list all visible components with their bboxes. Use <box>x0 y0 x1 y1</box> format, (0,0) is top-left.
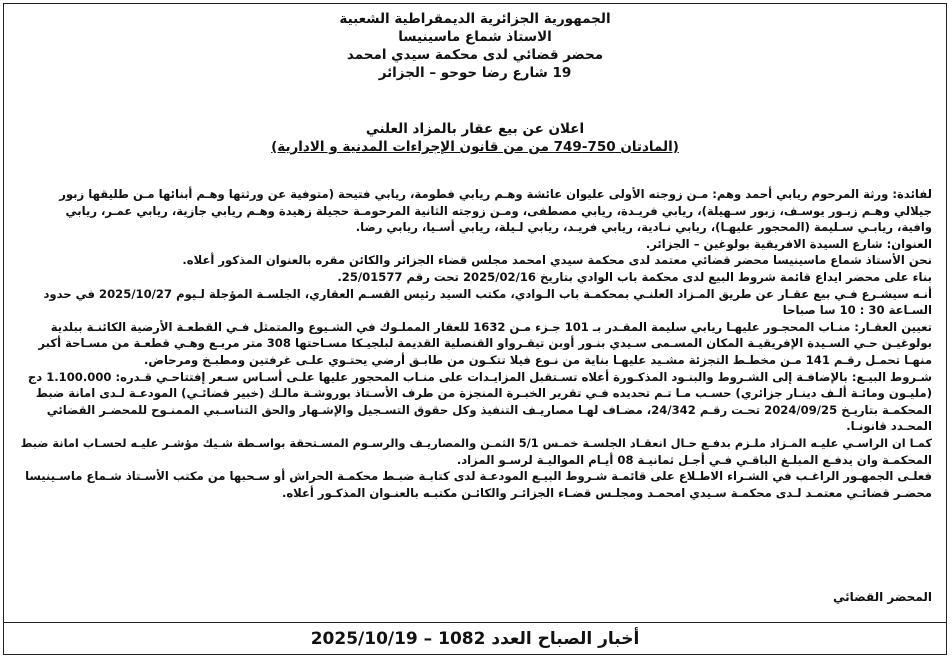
text-line: السـاعة 30 : 10 سا صباحا <box>782 303 932 318</box>
announcement-body <box>18 186 932 501</box>
auction-date-paragraph <box>18 286 932 319</box>
text-line: بولوغيـن حـي السـيدة الإفريقيـة المكان المسـمى سـيدي بنـور أوبن تيقـرواو القنصلية القديمة لبلجيـكا مسـاحتها 308 متر مربـع وهـي قطعـة من مسـاحة أكبر <box>38 336 932 351</box>
text-line: شـروط البيـع: بالإضافـة إلى الشـروط والبنـود المذكـورة أعلاه تسـتقبل المزايـدات على منـاب المحجور عليها علـى أسـاس سـعر إفتتاحـي قـدره: 1.100.000 دج <box>27 369 932 384</box>
bailiff-name: الاستاذ شماع ماسينيسا <box>398 29 552 45</box>
text-line: المحكمـة بتاريـخ 2024/09/25 تحـت رقـم 24/342، مضـاف لهـا مصاريـف التنفيذ وكل حقوق التسـجيل والإشـهار والحق التناسـبي الممنـوح للمحضـر القضائي <box>46 402 932 417</box>
signature: المحضر القضائي <box>832 590 932 604</box>
republic-name: الجمهورية الجزائرية الديمقراطية الشعبية <box>339 11 611 27</box>
text-line: فعلـى الجمهـور الراغـب في الشـراء الاطـلاع على قائمـة شـروط البيـع المودعـة لدى كتابـة ضبـط محكمـة الحراش أو سـحبها من مكتب الأسـتاذ شـماع ماسـينيسا <box>25 469 932 484</box>
newspaper-footer: أخبار الصباح العدد 1082 – 2025/10/19 <box>310 629 640 649</box>
text-line: جيلالي وهـم زبـور يوسـف، زبور سـهيلة)، ريابي فريـدة، ريابي مصطفى، ومـن زوجته الثانية المرحومـة حجيلة زهيدة وهـم ريابي جازية، ريابي عمـر، ريابي <box>65 203 932 218</box>
title-block <box>4 120 946 156</box>
text-line: لفائدة: ورثة المرحوم ريابي أحمد وهم: مـن زوجته الأولى عليوان عائشة وهـم ريابي فطومة، ريابي فتيحة (متوفية عن ورثتها وهـم أبنائها مـن طليقها زبور <box>59 187 932 201</box>
text-line: أنـه سيشـرع فـي بيع عقـار عن طريق المـزاد العلنـي بمحكمـة باب الـوادي، مكتب السيد رئيس القسـم العقاري، الجلسـة المؤجلة لـيوم 2025/10/27 في حدود <box>43 286 932 301</box>
text-line: منهـا تحمـل رقـم 141 مـن مخطـط التجزئة مشـيد عليهـا بناية من نـوع فيلا تتكـون من طابـق أرضي يحتـوي علـى غرفتين ومطبـخ ومرحاض. <box>143 352 932 367</box>
text-line: المحـدد قانونـا. <box>846 419 932 434</box>
bailiff-court: محضر قضائي لدى محكمة سيدي امحمد <box>346 47 604 63</box>
text-line: وافية، ريابـي سـليمة (المحجور عليهـا)، ريابي نـادية، ريابي فريـد، ريابي لـيلة، ريابي أسـيا، ريابي رضا. <box>355 220 932 235</box>
announcement-page <box>3 3 947 655</box>
payment-paragraph <box>18 435 932 468</box>
header-block <box>4 10 946 82</box>
text-line: (مليـون ومائـة ألـف دينـار جزائري) حسـب مـا تـم تحديده فـي تقرير الخبـرة المنجزة من طرف الأسـتاذ بوروشـة مالـك (خبير قضائـي) المودعـة لـدى امانة ضبط <box>35 386 932 401</box>
address-paragraph <box>18 236 932 253</box>
text-line: تعيين العقـار: منـاب المحجـور عليهـا ريابي سليمة المقـدر بـ 101 جـزء مـن 1632 للعقار المملـوك في الشـيوع والمتمثل فـي القطعـة الأرضية الكائنـة ببلدية <box>50 319 932 334</box>
text-line: المحكمـة وان يدفـع المبلـغ الباقـي فـي أجـل ثمانيـة 08 أيـام المواليـة لرسـو المزاد. <box>456 452 932 467</box>
text-line: العنوان: شارع السيدة الافريقية بولوغين – الجزائر. <box>645 236 932 251</box>
deposit-paragraph <box>18 269 932 286</box>
conditions-paragraph <box>18 369 932 435</box>
text-line: محضـر قضائـي معتمـد لـدى محكمـة سـيدي امحمـد ومجلـس قضـاء الجزائـر والكائـن مكتبـه بالعنـوان المذكـور أعلاه. <box>281 485 932 500</box>
public-notice-paragraph <box>18 468 932 501</box>
announcement-title: اعلان عن بيع عقار بالمزاد العلني <box>365 121 585 137</box>
beneficiaries-paragraph <box>18 186 932 236</box>
text-line: نحن الأستاذ شماع ماسينيسا محضر قضائي معتمد لدى محكمة سيدي امحمد مجلس قضاء الجزائر والكائن مقره بالعنوان المذكور أعلاه. <box>182 253 932 268</box>
property-paragraph <box>18 319 932 369</box>
text-line: بناء على محضر ايداع قائمة شروط البيع لدى محكمة باب الوادي بتاريخ 2025/02/16 تحت رقم 25/01577. <box>337 269 932 284</box>
text-line: كمـا ان الراسـي عليـه المـزاد ملـزم بدفـع حـال انعقـاد الجلسـة خمـس 5/1 الثمـن والمصاريـف والرسـوم المسـتحقة بواسـطة شـيك مؤشـر عليـه لحسـاب امانة ضبط <box>20 435 932 450</box>
bailiff-paragraph <box>18 252 932 269</box>
legal-reference: (المادتان 750-749 من من قانون الإجراءات المدنية و الادارية) <box>271 139 679 155</box>
footer-divider <box>4 622 946 623</box>
bailiff-address: 19 شارع رضا حوحو – الجزائر <box>378 65 572 81</box>
